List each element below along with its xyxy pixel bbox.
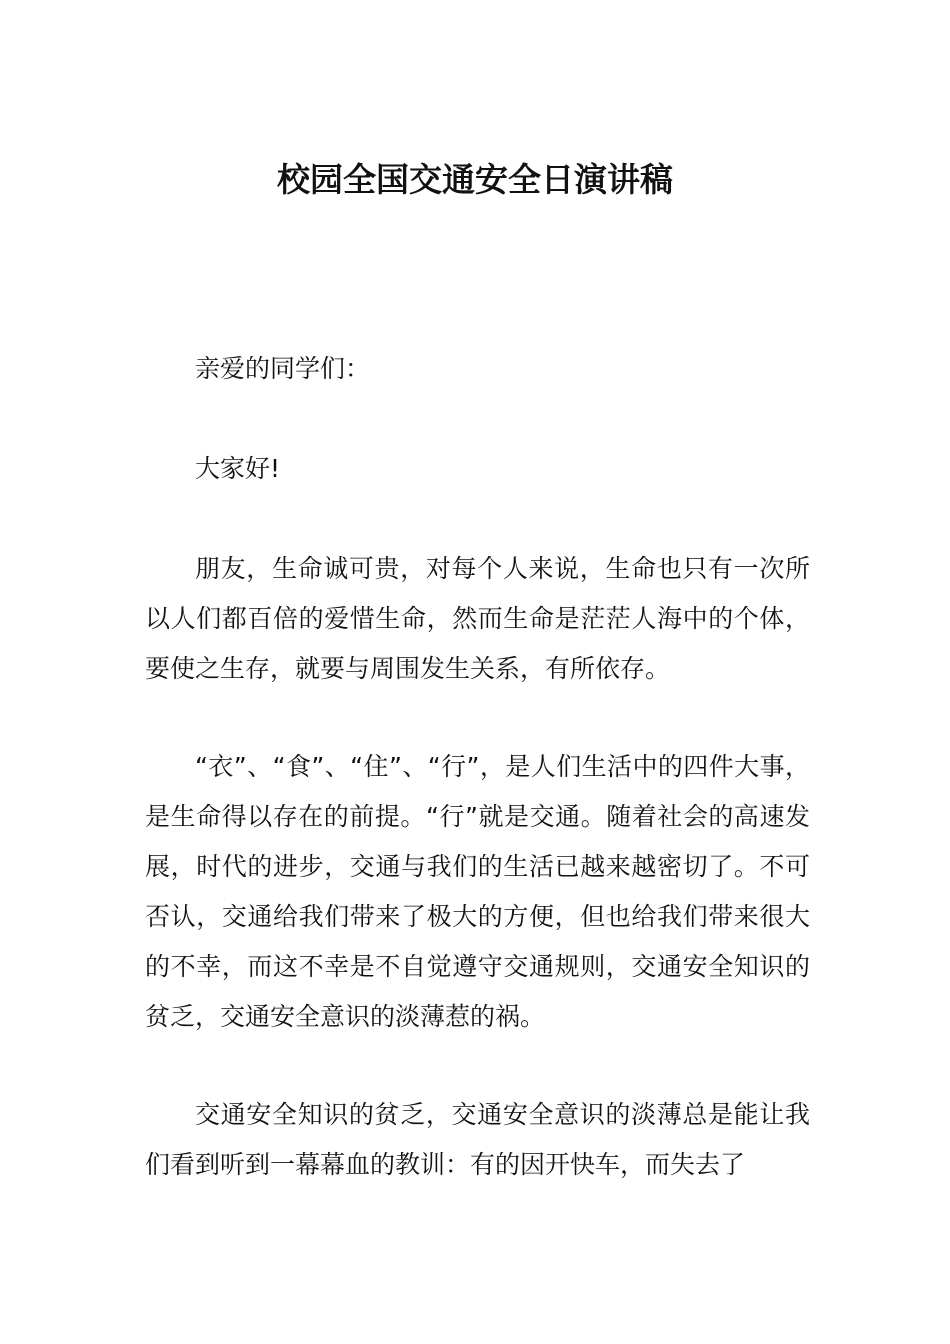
- paragraph-life: 朋友，生命诚可贵，对每个人来说，生命也只有一次所以人们都百倍的爱惜生命，然而生命是茫茫人海中的个体，要使之生存，就要与周围发生关系，有所依存。: [145, 554, 810, 683]
- paragraph-traffic: “衣”、“食”、“住”、“行”，是人们生活中的四件大事，是生命得以存在的前提。“行”就是交通。随着社会的高速发展，时代的进步，交通与我们的生活已越来越密切了。不可否认，交通给我们带来了极大的方便，但也给我们带来很大的不幸，而这不幸是不自觉遵守交通规则，交通安全知识的贫乏，交通安全意识的淡薄惹的祸。: [145, 752, 810, 1031]
- paragraph-lessons: 交通安全知识的贫乏，交通安全意识的淡薄总是能让我们看到听到一幕幕血的教训：有的因开快车，而失去了: [145, 1100, 810, 1179]
- document-title: 校园全国交通安全日演讲稿: [277, 160, 673, 199]
- greeting: 大家好!: [195, 454, 281, 483]
- salutation: 亲爱的同学们：: [195, 354, 371, 383]
